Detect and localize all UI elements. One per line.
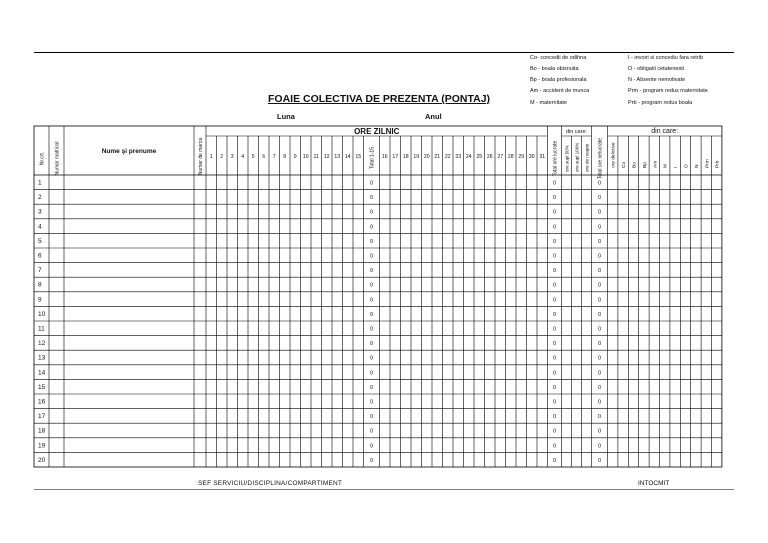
row-number: 3 <box>38 208 42 216</box>
total-ore-lucrate-value: 0 <box>552 297 557 304</box>
legend-item: Co- concedii de odihna <box>530 55 587 61</box>
total-1-15-value: 0 <box>369 224 374 231</box>
day-header: 5 <box>251 154 255 160</box>
day-header: 28 <box>507 154 514 160</box>
total-ore-lucrate-value: 0 <box>552 384 557 391</box>
subcolumn-header: I <box>674 166 680 168</box>
total-1-15-value: 0 <box>369 238 374 245</box>
total-ore-nelucrate-value: 0 <box>597 414 602 421</box>
page-title: FOAIE COLECTIVA DE PREZENTA (PONTAJ) <box>268 93 491 105</box>
header-total-1-15: Total 1-15 <box>369 147 376 169</box>
total-ore-nelucrate-value: 0 <box>597 311 602 318</box>
row-number: 12 <box>38 340 46 348</box>
total-1-15-value: 0 <box>369 443 374 450</box>
header-nume: Nume şi prenume <box>101 148 157 155</box>
total-ore-lucrate-value: 0 <box>552 428 557 435</box>
total-1-15-value: 0 <box>369 384 374 391</box>
row-number: 10 <box>38 310 46 318</box>
luna-label: Luna <box>277 112 295 121</box>
day-header: 15 <box>355 154 362 160</box>
subcolumn-header: Co <box>622 161 628 168</box>
total-ore-lucrate-value: 0 <box>552 399 557 406</box>
day-header: 14 <box>344 154 351 160</box>
row-number: 8 <box>38 281 42 289</box>
row-number: 4 <box>38 223 42 231</box>
total-ore-nelucrate-value: 0 <box>597 209 602 216</box>
total-ore-nelucrate-value: 0 <box>597 297 602 304</box>
row-number: 15 <box>38 383 46 391</box>
total-ore-lucrate-value: 0 <box>552 180 557 187</box>
total-1-15-value: 0 <box>369 180 374 187</box>
subcolumn-header: Prm <box>705 159 711 168</box>
subcolumn-header: Am <box>653 160 659 168</box>
day-header: 21 <box>434 154 441 160</box>
total-ore-nelucrate-value: 0 <box>597 399 602 406</box>
subcolumn-header: ore supl 50% <box>564 145 570 172</box>
total-ore-nelucrate-value: 0 <box>597 443 602 450</box>
total-ore-nelucrate-value: 0 <box>597 180 602 187</box>
header-total-ore-lucrate: Total ore lucrate <box>552 140 559 177</box>
total-1-15-value: 0 <box>369 282 374 289</box>
legend-item: Prm - program redus maternitate <box>628 88 708 94</box>
header-nr-matricol: Numar matricol <box>54 141 61 176</box>
total-ore-nelucrate-value: 0 <box>597 253 602 260</box>
total-1-15-value: 0 <box>369 457 374 464</box>
footer-signature-left: SEF SERVICIU/DISCIPLINA/COMPARTIMENT <box>198 480 343 487</box>
total-ore-lucrate-value: 0 <box>552 341 557 348</box>
row-number: 19 <box>38 442 46 450</box>
day-header: 9 <box>293 154 297 160</box>
legend-item: Bo - boala obisnuita <box>530 66 579 72</box>
total-ore-lucrate-value: 0 <box>552 311 557 318</box>
anul-label: Anul <box>425 112 442 121</box>
day-header: 19 <box>413 154 420 160</box>
header-nr-crt: Nr.crt. <box>39 151 46 166</box>
total-ore-lucrate-value: 0 <box>552 443 557 450</box>
row-number: 6 <box>38 252 42 260</box>
total-ore-nelucrate-value: 0 <box>597 355 602 362</box>
total-ore-nelucrate-value: 0 <box>597 384 602 391</box>
day-header: 13 <box>334 154 341 160</box>
day-header: 8 <box>283 154 287 160</box>
legend-item: M - maternitate <box>530 100 567 106</box>
total-ore-lucrate-value: 0 <box>552 370 557 377</box>
row-number: 18 <box>38 427 46 435</box>
header-nr-marca: Numar de marca <box>198 137 204 176</box>
total-1-15-value: 0 <box>369 326 374 333</box>
total-1-15-value: 0 <box>369 370 374 377</box>
day-header: 3 <box>230 154 234 160</box>
total-1-15-value: 0 <box>369 253 374 260</box>
day-header: 25 <box>476 154 483 160</box>
total-ore-lucrate-value: 0 <box>552 457 557 464</box>
total-ore-lucrate-value: 0 <box>552 268 557 275</box>
subcolumn-header: Bp <box>642 162 648 168</box>
header-total-ore-nelucrate: Total ore nelucrate <box>597 137 604 180</box>
day-header: 7 <box>272 154 276 160</box>
day-header: 31 <box>539 154 546 160</box>
day-header: 16 <box>381 154 388 160</box>
total-1-15-value: 0 <box>369 297 374 304</box>
row-number: 13 <box>38 354 46 362</box>
row-number: 2 <box>38 194 42 202</box>
day-header: 1 <box>209 154 213 160</box>
total-1-15-value: 0 <box>369 195 374 202</box>
footer-signature-right: INTOCMIT <box>638 480 670 487</box>
bottom-rule <box>34 489 734 490</box>
row-number: 17 <box>38 413 46 421</box>
total-ore-nelucrate-value: 0 <box>597 341 602 348</box>
subcolumn-header: ore de noapte <box>584 143 590 172</box>
day-header: 17 <box>392 154 399 160</box>
subcolumn-header: Bo <box>632 162 638 168</box>
row-number: 11 <box>38 325 45 333</box>
row-number: 20 <box>38 456 46 464</box>
legend-item: N - Absente nemotivate <box>628 77 686 83</box>
total-ore-nelucrate-value: 0 <box>597 238 602 245</box>
total-ore-lucrate-value: 0 <box>552 238 557 245</box>
row-number: 16 <box>38 398 46 406</box>
day-header: 23 <box>455 154 462 160</box>
total-ore-nelucrate-value: 0 <box>597 268 602 275</box>
subcolumn-header: M <box>663 164 669 168</box>
total-ore-lucrate-value: 0 <box>552 209 557 216</box>
total-ore-lucrate-value: 0 <box>552 282 557 289</box>
total-1-15-value: 0 <box>369 268 374 275</box>
day-header: 27 <box>497 154 504 160</box>
total-ore-lucrate-value: 0 <box>552 414 557 421</box>
row-number: 1 <box>38 179 42 187</box>
header-ore-zilnic: ORE ZILNIC <box>354 127 400 136</box>
total-ore-lucrate-value: 0 <box>552 253 557 260</box>
total-ore-lucrate-value: 0 <box>552 326 557 333</box>
day-header: 4 <box>241 154 245 160</box>
table-border <box>34 126 722 467</box>
subcolumn-header: ore delictive <box>611 142 617 168</box>
day-header: 24 <box>465 154 472 160</box>
day-header: 11 <box>313 154 319 160</box>
total-1-15-value: 0 <box>369 341 374 348</box>
day-header: 22 <box>444 154 451 160</box>
legend-item: Am - accident de munca <box>530 88 590 94</box>
header-din-care: din care: <box>651 128 679 135</box>
day-header: 20 <box>423 154 430 160</box>
subcolumn-header: N <box>694 164 700 168</box>
total-1-15-value: 0 <box>369 209 374 216</box>
total-ore-nelucrate-value: 0 <box>597 428 602 435</box>
legend-item: Prb - program redus boala <box>628 100 693 106</box>
header-din-care: din care: <box>565 129 588 135</box>
total-ore-nelucrate-value: 0 <box>597 282 602 289</box>
subcolumn-header: ore supl 100% <box>574 142 580 172</box>
legend-item: O - obligatii cetatenesti <box>628 66 684 72</box>
total-1-15-value: 0 <box>369 355 374 362</box>
day-header: 18 <box>402 154 409 160</box>
total-ore-nelucrate-value: 0 <box>597 326 602 333</box>
subcolumn-header: Prb <box>715 160 721 168</box>
row-number: 9 <box>38 296 42 304</box>
total-ore-nelucrate-value: 0 <box>597 195 602 202</box>
row-number: 7 <box>38 267 42 275</box>
total-1-15-value: 0 <box>369 399 374 406</box>
total-ore-nelucrate-value: 0 <box>597 224 602 231</box>
total-1-15-value: 0 <box>369 311 374 318</box>
total-ore-lucrate-value: 0 <box>552 355 557 362</box>
row-number: 5 <box>38 237 42 245</box>
total-ore-nelucrate-value: 0 <box>597 457 602 464</box>
row-number: 14 <box>38 369 46 377</box>
total-ore-lucrate-value: 0 <box>552 195 557 202</box>
day-header: 2 <box>220 154 224 160</box>
day-header: 12 <box>323 154 330 160</box>
subcolumn-header: O <box>684 164 690 168</box>
day-header: 10 <box>302 154 309 160</box>
day-header: 29 <box>518 154 525 160</box>
total-ore-nelucrate-value: 0 <box>597 370 602 377</box>
total-ore-lucrate-value: 0 <box>552 224 557 231</box>
day-header: 6 <box>262 154 266 160</box>
legend-item: Bp - boala profesionala <box>530 77 587 83</box>
total-1-15-value: 0 <box>369 428 374 435</box>
day-header: 30 <box>528 154 535 160</box>
day-header: 26 <box>486 154 493 160</box>
legend-item: I - invoiri si concediu fara retrib <box>628 55 703 61</box>
total-1-15-value: 0 <box>369 414 374 421</box>
